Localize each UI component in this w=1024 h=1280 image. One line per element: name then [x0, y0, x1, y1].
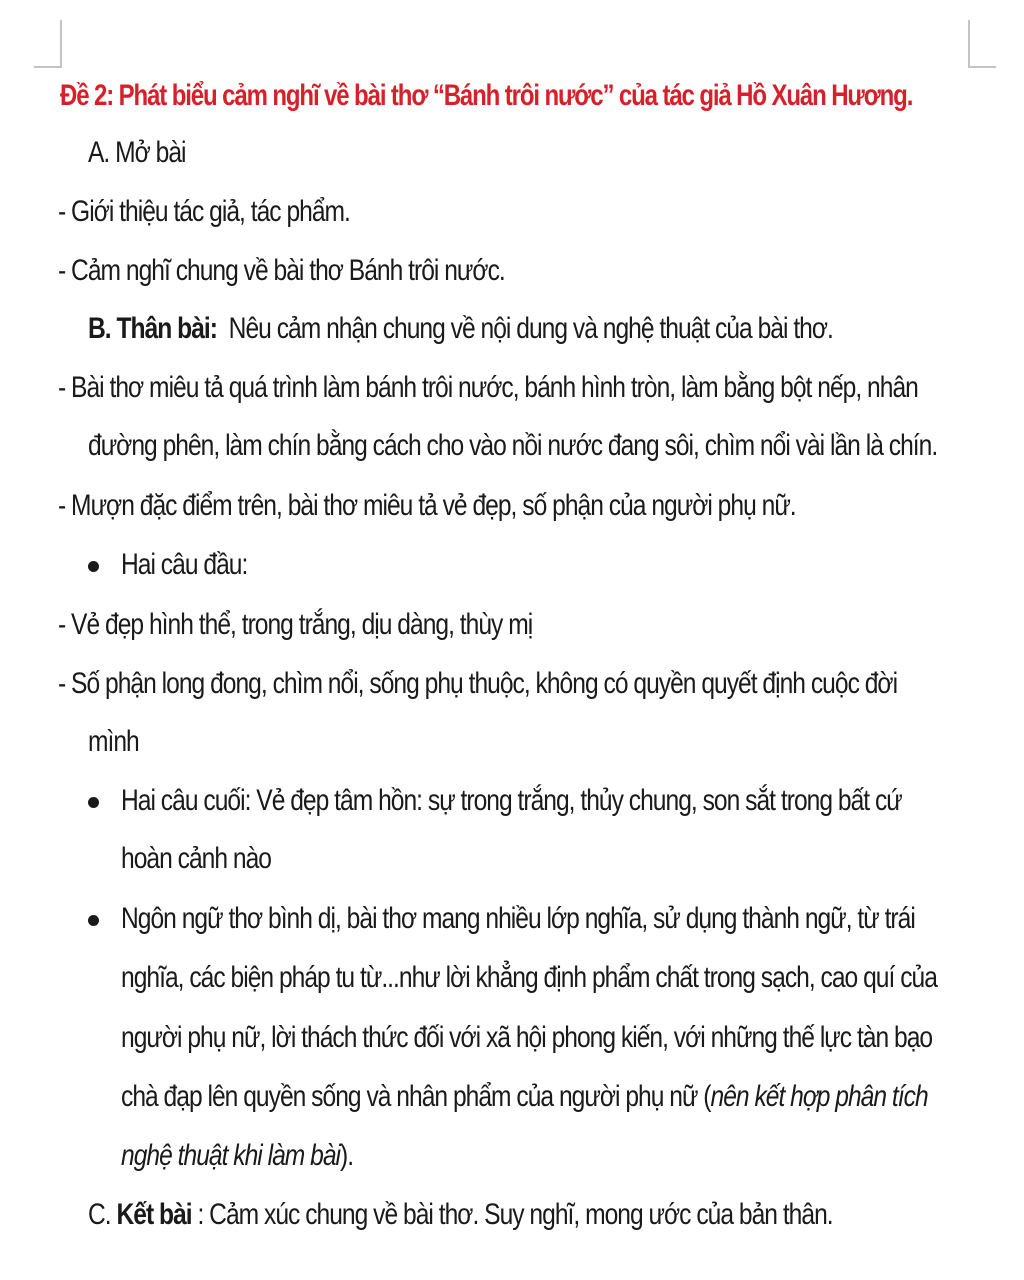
bullet-dot-1: [88, 561, 99, 572]
section-b-item-1-line-2: đường phên, làm chín bằng cách cho vào nồi nước đang sôi, chìm nổi vài lần là chín.: [88, 429, 938, 462]
bullet-3-line-5-italic: nghệ thuật khi làm bài: [121, 1139, 341, 1172]
section-b-item-1-line-1: - Bài thơ miêu tả quá trình làm bánh trôi nước, bánh hình tròn, làm bằng bột nếp, nhân: [58, 371, 918, 404]
bullet-2-line-2: hoàn cảnh nào: [121, 842, 271, 875]
bullet-1-text: Hai câu đầu:: [121, 548, 248, 581]
sub-item-2-line-2: mình: [88, 725, 139, 758]
section-c-heading: [88, 1195, 833, 1235]
section-b-heading-text: Nêu cảm nhận chung về nội dung và nghệ thuật của bài thơ.: [228, 312, 833, 345]
bullet-3-line-1: Ngôn ngữ thơ bình dị, bài thơ mang nhiều lớp nghĩa, sử dụng thành ngữ, từ trái: [121, 902, 915, 935]
section-c-label: Kết bài: [116, 1198, 192, 1231]
sub-item-1: - Vẻ đẹp hình thể, trong trắng, dịu dàng, thùy mị: [58, 608, 533, 641]
section-c-prefix: C.: [88, 1198, 117, 1231]
sub-item-2-line-1: - Số phận long đong, chìm nổi, sống phụ thuộc, không có quyền quyết định cuộc đời: [58, 667, 898, 700]
bullet-dot-3: [88, 915, 99, 926]
section-b-heading-label: B. Thân bài:: [88, 312, 217, 345]
section-b-heading: [88, 309, 833, 349]
bullet-3-line-5: [121, 1136, 353, 1176]
bullet-3-line-5-plain: ).: [340, 1139, 354, 1172]
document-title: Đề 2: Phát biểu cảm nghĩ về bài thơ “Bánh trôi nước” của tác giả Hồ Xuân Hương.: [60, 79, 913, 112]
section-a-heading: A. Mở bài: [88, 136, 186, 169]
bullet-3-line-2: nghĩa, các biện pháp tu từ...như lời khẳng định phẩm chất trong sạch, cao quí của: [121, 961, 937, 994]
bullet-3-line-4: [121, 1077, 928, 1117]
bullet-3-line-4-italic: nên kết hợp phân tích: [710, 1080, 928, 1113]
section-a-item-1: - Giới thiệu tác giả, tác phẩm.: [58, 195, 350, 228]
section-c-text: : Cảm xúc chung về bài thơ. Suy nghĩ, mong ước của bản thân.: [191, 1198, 833, 1231]
bullet-3-line-4-plain: chà đạp lên quyền sống và nhân phẩm của người phụ nữ (: [121, 1080, 711, 1113]
section-b-item-2: - Mượn đặc điểm trên, bài thơ miêu tả vẻ đẹp, số phận của người phụ nữ.: [58, 489, 796, 522]
section-a-item-2: - Cảm nghĩ chung về bài thơ Bánh trôi nước.: [58, 254, 505, 287]
bullet-dot-2: [88, 797, 99, 808]
bullet-2-line-1: Hai câu cuối: Vẻ đẹp tâm hồn: sự trong trắng, thủy chung, son sắt trong bất cứ: [121, 784, 902, 817]
bullet-3-line-3: người phụ nữ, lời thách thức đối với xã hội phong kiến, với những thế lực tàn bạo: [121, 1021, 933, 1054]
